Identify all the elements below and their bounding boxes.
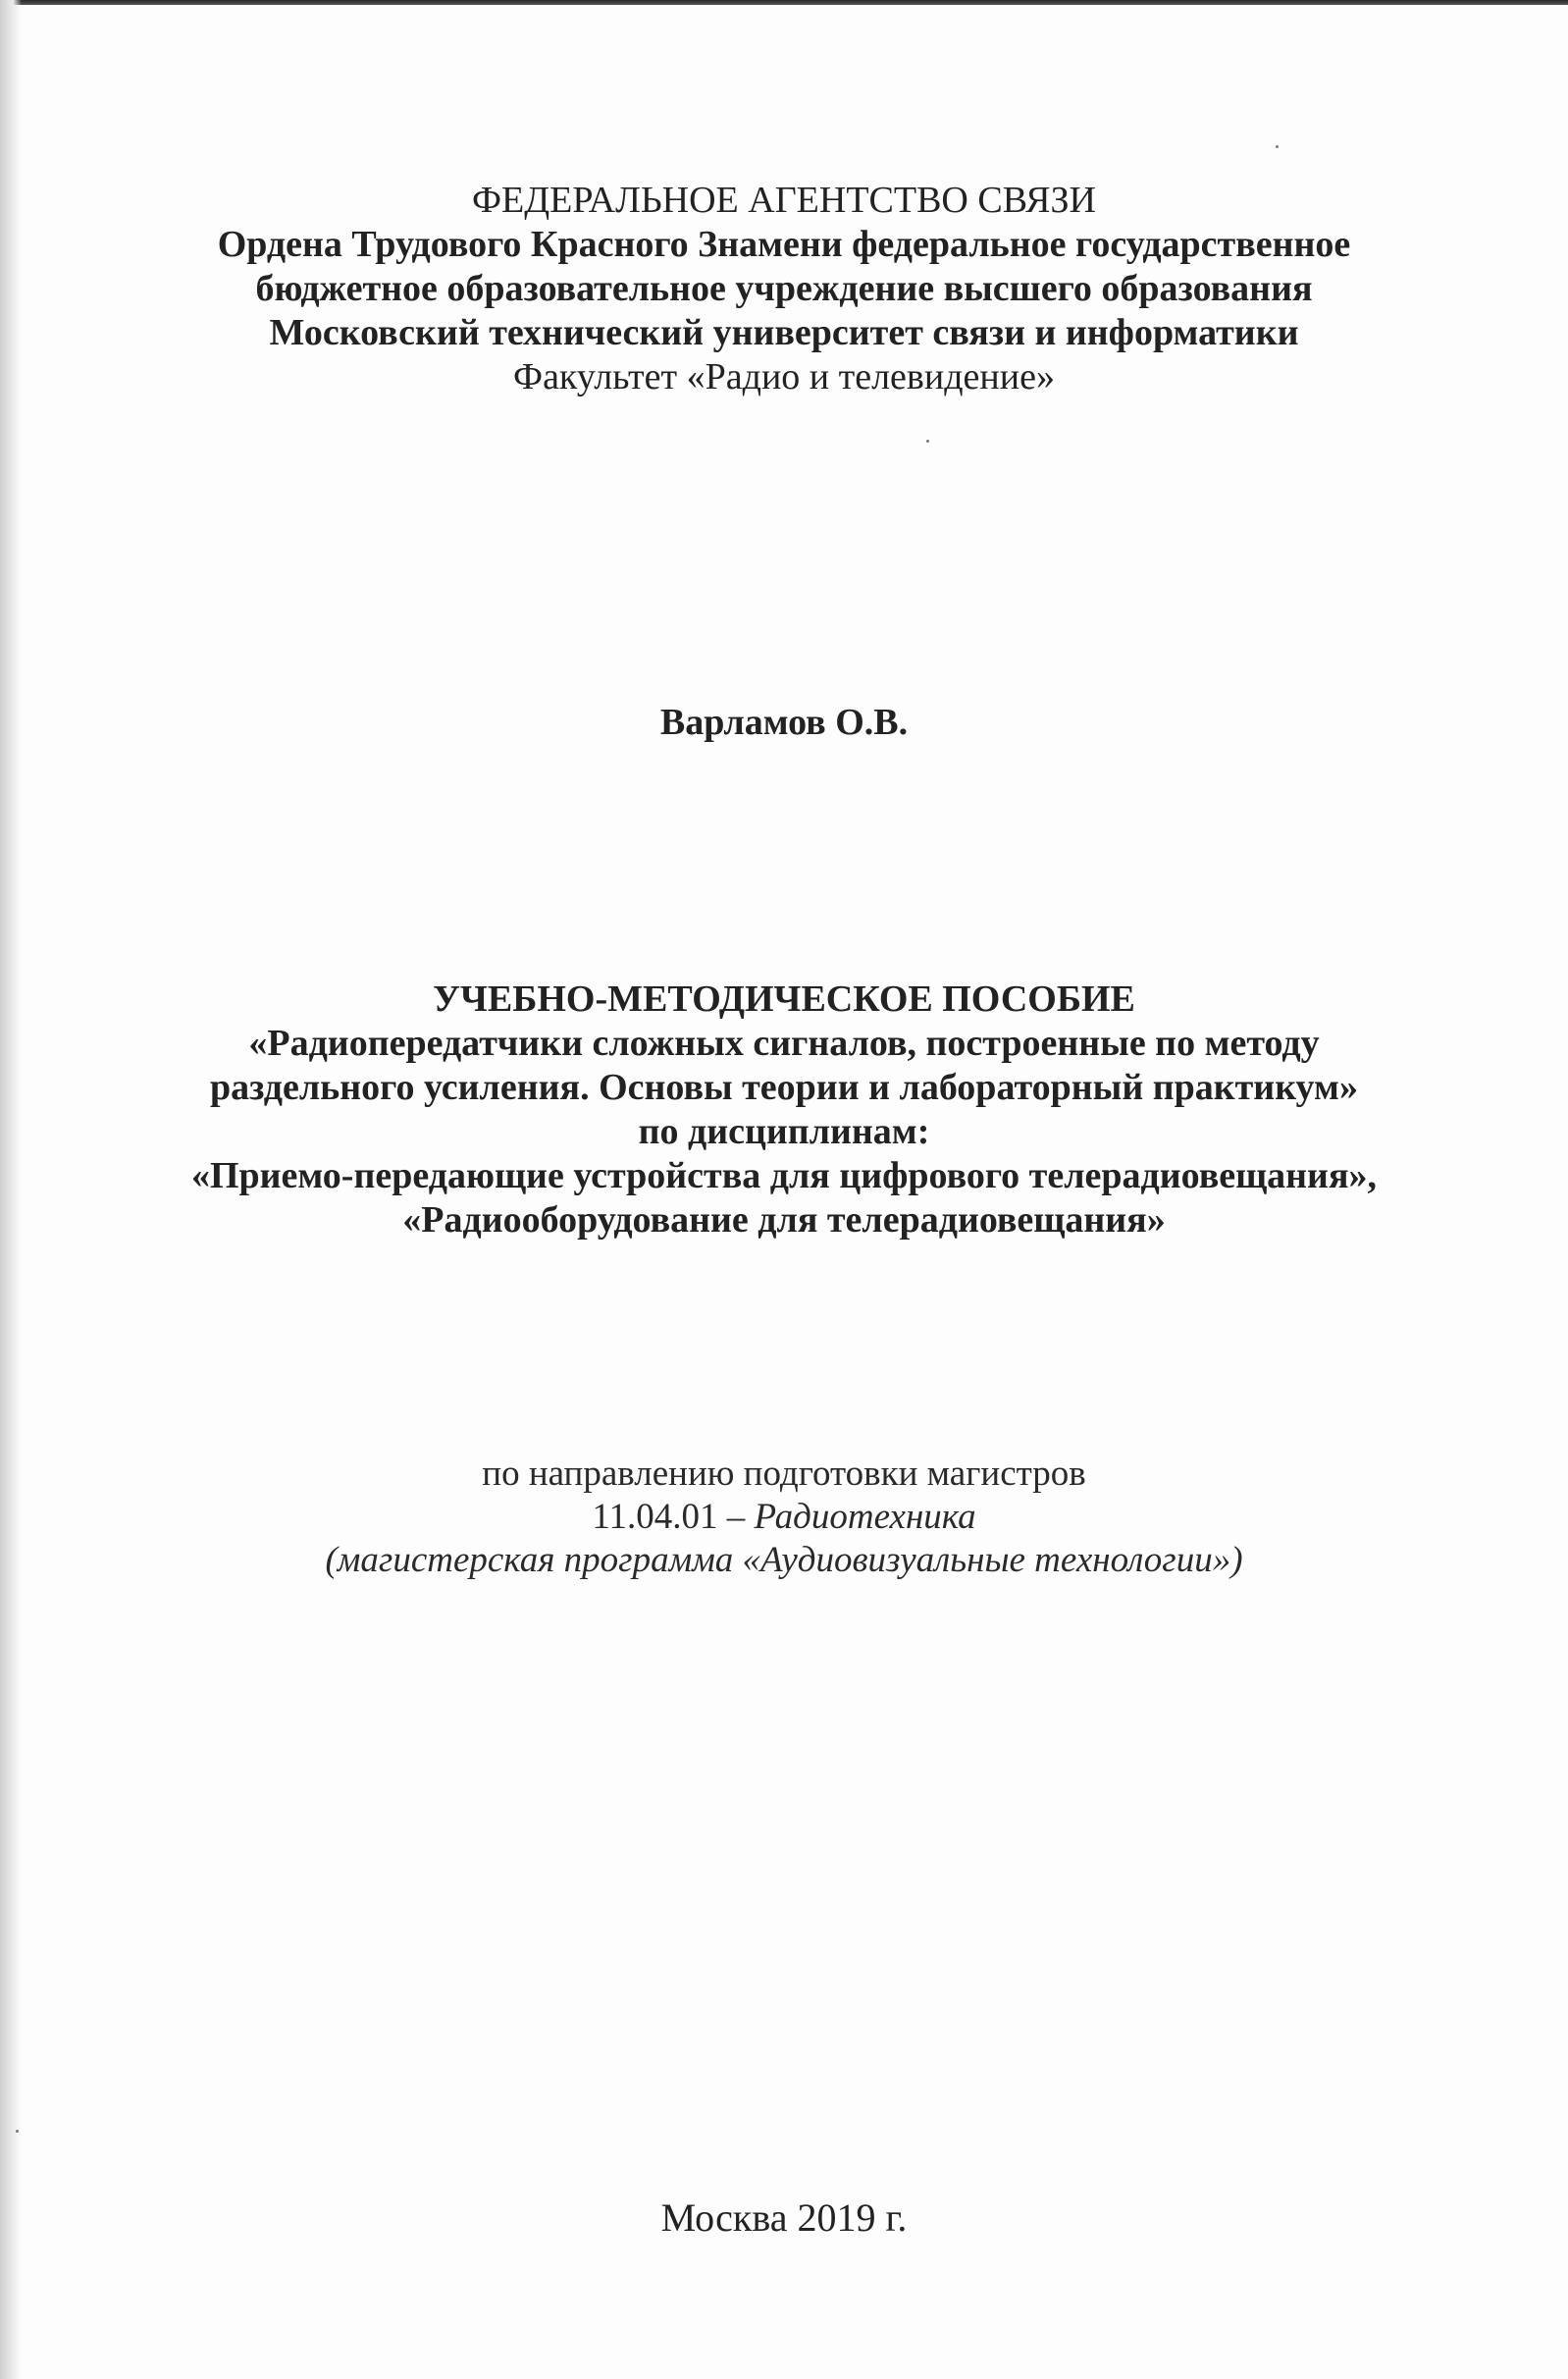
title-block	[0, 978, 1568, 1242]
agency-name: ФЕДЕРАЛЬНОЕ АГЕНТСТВО СВЯЗИ	[471, 180, 1097, 221]
institution-line-2: бюджетное образовательное учреждение высшего образования	[255, 268, 1313, 309]
scan-speck	[926, 440, 929, 443]
direction-block	[0, 1453, 1568, 1582]
document-type: УЧЕБНО-МЕТОДИЧЕСКОЕ ПОСОБИЕ	[433, 978, 1135, 1020]
direction-code-line	[0, 1496, 1568, 1539]
scan-speck	[1276, 145, 1279, 148]
institution-line-1: Ордена Трудового Красного Знамени федеральное государственное	[217, 224, 1351, 265]
document-title-line-2: раздельного усиления. Основы теории и лабораторный практикум»	[210, 1067, 1358, 1108]
scan-top-edge	[0, 0, 1568, 5]
disciplines-label: по дисциплинам:	[638, 1111, 930, 1152]
scan-speck	[16, 2130, 19, 2133]
city-year: Москва 2019 г.	[660, 2195, 908, 2240]
author-block	[0, 701, 1568, 745]
faculty-name: Факультет «Радио и телевидение»	[513, 356, 1055, 397]
author-name: Варламов О.В.	[659, 702, 909, 743]
direction-specialty: Радиотехника	[754, 1497, 976, 1537]
university-name: Московский технический университет связи и информатики	[269, 312, 1299, 353]
header-block	[0, 179, 1568, 399]
discipline-2: «Радиооборудование для телерадиовещания»	[402, 1199, 1166, 1241]
document-title-line-1: «Радиопередатчики сложных сигналов, построенные по методу	[248, 1023, 1320, 1064]
direction-label: по направлению подготовки магистров	[482, 1454, 1086, 1494]
footer-block	[0, 2194, 1568, 2242]
program-name: (магистерская программа «Аудиовизуальные технологии»)	[325, 1540, 1243, 1580]
direction-code: 11.04.01 –	[592, 1497, 746, 1537]
discipline-1: «Приемо-передающие устройства для цифрового телерадиовещания»,	[190, 1155, 1378, 1196]
